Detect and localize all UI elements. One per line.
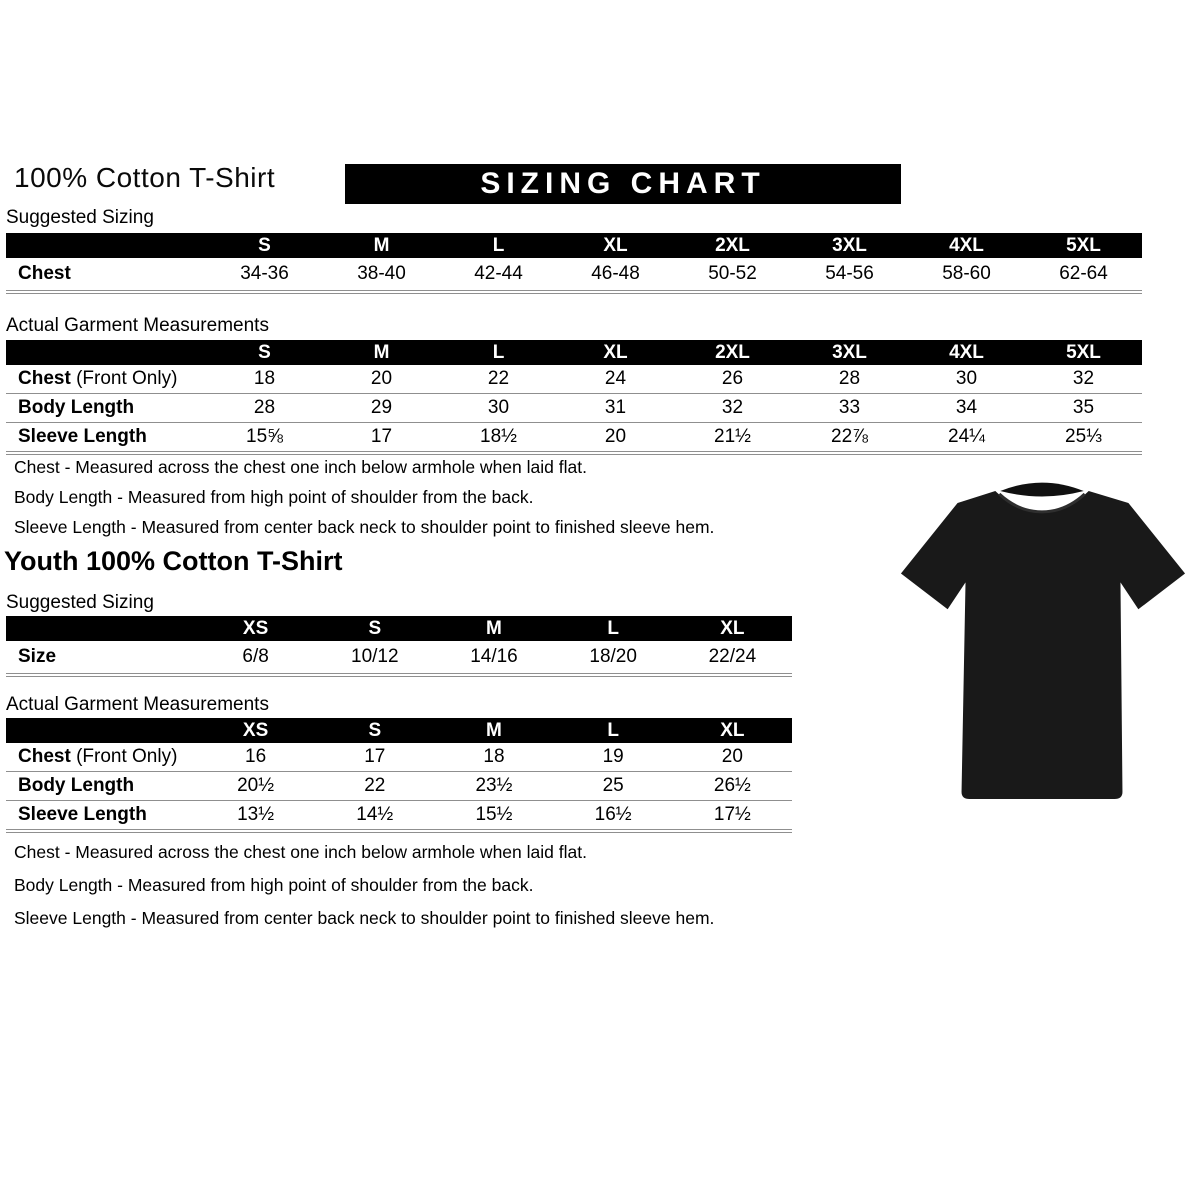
cell: 16 <box>196 743 315 772</box>
measurement-note: Sleeve Length - Measured from center back neck to shoulder point to finished sleeve hem. <box>14 517 715 537</box>
measurement-note: Sleeve Length - Measured from center back neck to shoulder point to finished sleeve hem. <box>14 908 715 928</box>
size-col-header: XL <box>557 233 674 258</box>
youth-section-title: Youth 100% Cotton T-Shirt <box>4 546 343 576</box>
cell: 13½ <box>196 801 315 832</box>
tshirt-image <box>893 476 1191 816</box>
cell: 16½ <box>554 801 673 832</box>
youth-measurement-notes <box>14 842 714 941</box>
size-col-header: L <box>440 233 557 258</box>
cell: 50-52 <box>674 258 791 292</box>
cell: 17 <box>323 423 440 454</box>
cell: 22⅞ <box>791 423 908 454</box>
size-col-header: M <box>434 616 553 641</box>
cell: 32 <box>674 394 791 423</box>
cell: 26 <box>674 365 791 394</box>
cell: 28 <box>206 394 323 423</box>
row-label-text: Sleeve Length <box>18 804 147 825</box>
adult-suggested-sizing-label: Suggested Sizing <box>6 207 154 228</box>
youth-suggested-sizing-label: Suggested Sizing <box>6 592 154 613</box>
cell: 18/20 <box>554 641 673 675</box>
cell: 22 <box>440 365 557 394</box>
row-label <box>6 365 206 394</box>
youth-actual-measurements-table <box>6 718 792 833</box>
size-col-header: XL <box>557 340 674 365</box>
table-header-row <box>6 718 792 743</box>
adult-actual-measurements-table <box>6 340 1142 455</box>
size-col-header: 3XL <box>791 233 908 258</box>
cell: 30 <box>440 394 557 423</box>
size-col-header: M <box>434 718 553 743</box>
cell: 23½ <box>434 772 553 801</box>
size-col-header: 3XL <box>791 340 908 365</box>
size-col-header: L <box>554 616 673 641</box>
cell: 10/12 <box>315 641 434 675</box>
table-row <box>6 772 792 801</box>
cell: 22/24 <box>673 641 792 675</box>
cell: 22 <box>315 772 434 801</box>
corner-cell <box>6 233 206 258</box>
size-col-header: M <box>323 233 440 258</box>
row-label <box>6 423 206 454</box>
row-label-text: Chest <box>18 368 71 389</box>
banner-text: SIZING CHART <box>480 167 766 200</box>
cell: 18 <box>434 743 553 772</box>
cell: 18 <box>206 365 323 394</box>
size-col-header: XL <box>673 718 792 743</box>
cell: 18½ <box>440 423 557 454</box>
cell: 14½ <box>315 801 434 832</box>
measurement-note: Chest - Measured across the chest one inch below armhole when laid flat. <box>14 457 587 477</box>
size-col-header: 4XL <box>908 233 1025 258</box>
measurement-note: Body Length - Measured from high point of shoulder from the back. <box>14 875 534 895</box>
cell: 26½ <box>673 772 792 801</box>
sizing-chart-banner <box>345 164 901 204</box>
table-header-row <box>6 616 792 641</box>
cell: 30 <box>908 365 1025 394</box>
cell: 14/16 <box>434 641 553 675</box>
table-row <box>6 365 1142 394</box>
cell: 38-40 <box>323 258 440 292</box>
row-label-text: Sleeve Length <box>18 426 147 447</box>
row-label-text: Size <box>18 646 57 667</box>
row-label-text: Chest <box>18 263 71 284</box>
size-col-header: 5XL <box>1025 340 1142 365</box>
row-label-suffix: (Front Only) <box>70 368 178 389</box>
cell: 29 <box>323 394 440 423</box>
cell: 24¼ <box>908 423 1025 454</box>
table-header-row <box>6 340 1142 365</box>
size-col-header: M <box>323 340 440 365</box>
cell: 34 <box>908 394 1025 423</box>
youth-suggested-sizing-table <box>6 616 792 677</box>
cell: 25 <box>554 772 673 801</box>
cell: 19 <box>554 743 673 772</box>
corner-cell <box>6 340 206 365</box>
size-col-header: XS <box>196 616 315 641</box>
corner-cell <box>6 616 196 641</box>
cell: 21½ <box>674 423 791 454</box>
adult-actual-measurements-label: Actual Garment Measurements <box>6 315 269 336</box>
table-row <box>6 394 1142 423</box>
corner-cell <box>6 718 196 743</box>
size-col-header: 2XL <box>674 340 791 365</box>
row-label <box>6 801 196 832</box>
cell: 33 <box>791 394 908 423</box>
cell: 54-56 <box>791 258 908 292</box>
row-label-text: Chest <box>18 746 71 767</box>
cell: 15⅝ <box>206 423 323 454</box>
cell: 17 <box>315 743 434 772</box>
adult-suggested-sizing-table <box>6 233 1142 294</box>
cell: 28 <box>791 365 908 394</box>
size-col-header: L <box>554 718 673 743</box>
measurement-note: Body Length - Measured from high point of shoulder from the back. <box>14 487 534 507</box>
cell: 46-48 <box>557 258 674 292</box>
row-label <box>6 772 196 801</box>
row-label <box>6 258 206 292</box>
cell: 20 <box>673 743 792 772</box>
measurement-note: Chest - Measured across the chest one inch below armhole when laid flat. <box>14 842 587 862</box>
row-label-suffix: (Front Only) <box>70 746 178 767</box>
cell: 20½ <box>196 772 315 801</box>
size-col-header: 5XL <box>1025 233 1142 258</box>
cell: 32 <box>1025 365 1142 394</box>
size-col-header: 2XL <box>674 233 791 258</box>
cell: 35 <box>1025 394 1142 423</box>
table-header-row <box>6 233 1142 258</box>
row-label <box>6 394 206 423</box>
table-row <box>6 258 1142 292</box>
cell: 20 <box>557 423 674 454</box>
size-col-header: XS <box>196 718 315 743</box>
tshirt-body <box>901 491 1185 799</box>
size-col-header: 4XL <box>908 340 1025 365</box>
cell: 17½ <box>673 801 792 832</box>
tshirt-collar-back <box>1000 483 1083 497</box>
table-row <box>6 743 792 772</box>
cell: 34-36 <box>206 258 323 292</box>
size-col-header: S <box>206 340 323 365</box>
cell: 15½ <box>434 801 553 832</box>
cell: 25⅓ <box>1025 423 1142 454</box>
row-label-text: Body Length <box>18 397 135 418</box>
size-col-header: L <box>440 340 557 365</box>
page-title: 100% Cotton T-Shirt <box>14 162 276 193</box>
cell: 58-60 <box>908 258 1025 292</box>
cell: 62-64 <box>1025 258 1142 292</box>
table-row <box>6 801 792 832</box>
cell: 20 <box>323 365 440 394</box>
cell: 31 <box>557 394 674 423</box>
row-label-text: Body Length <box>18 775 135 796</box>
size-col-header: XL <box>673 616 792 641</box>
table-row <box>6 641 792 675</box>
cell: 42-44 <box>440 258 557 292</box>
adult-measurement-notes <box>14 457 714 547</box>
youth-actual-measurements-label: Actual Garment Measurements <box>6 694 269 715</box>
row-label <box>6 743 196 772</box>
size-col-header: S <box>206 233 323 258</box>
size-col-header: S <box>315 616 434 641</box>
size-col-header: S <box>315 718 434 743</box>
row-label <box>6 641 196 675</box>
cell: 6/8 <box>196 641 315 675</box>
table-row <box>6 423 1142 454</box>
cell: 24 <box>557 365 674 394</box>
